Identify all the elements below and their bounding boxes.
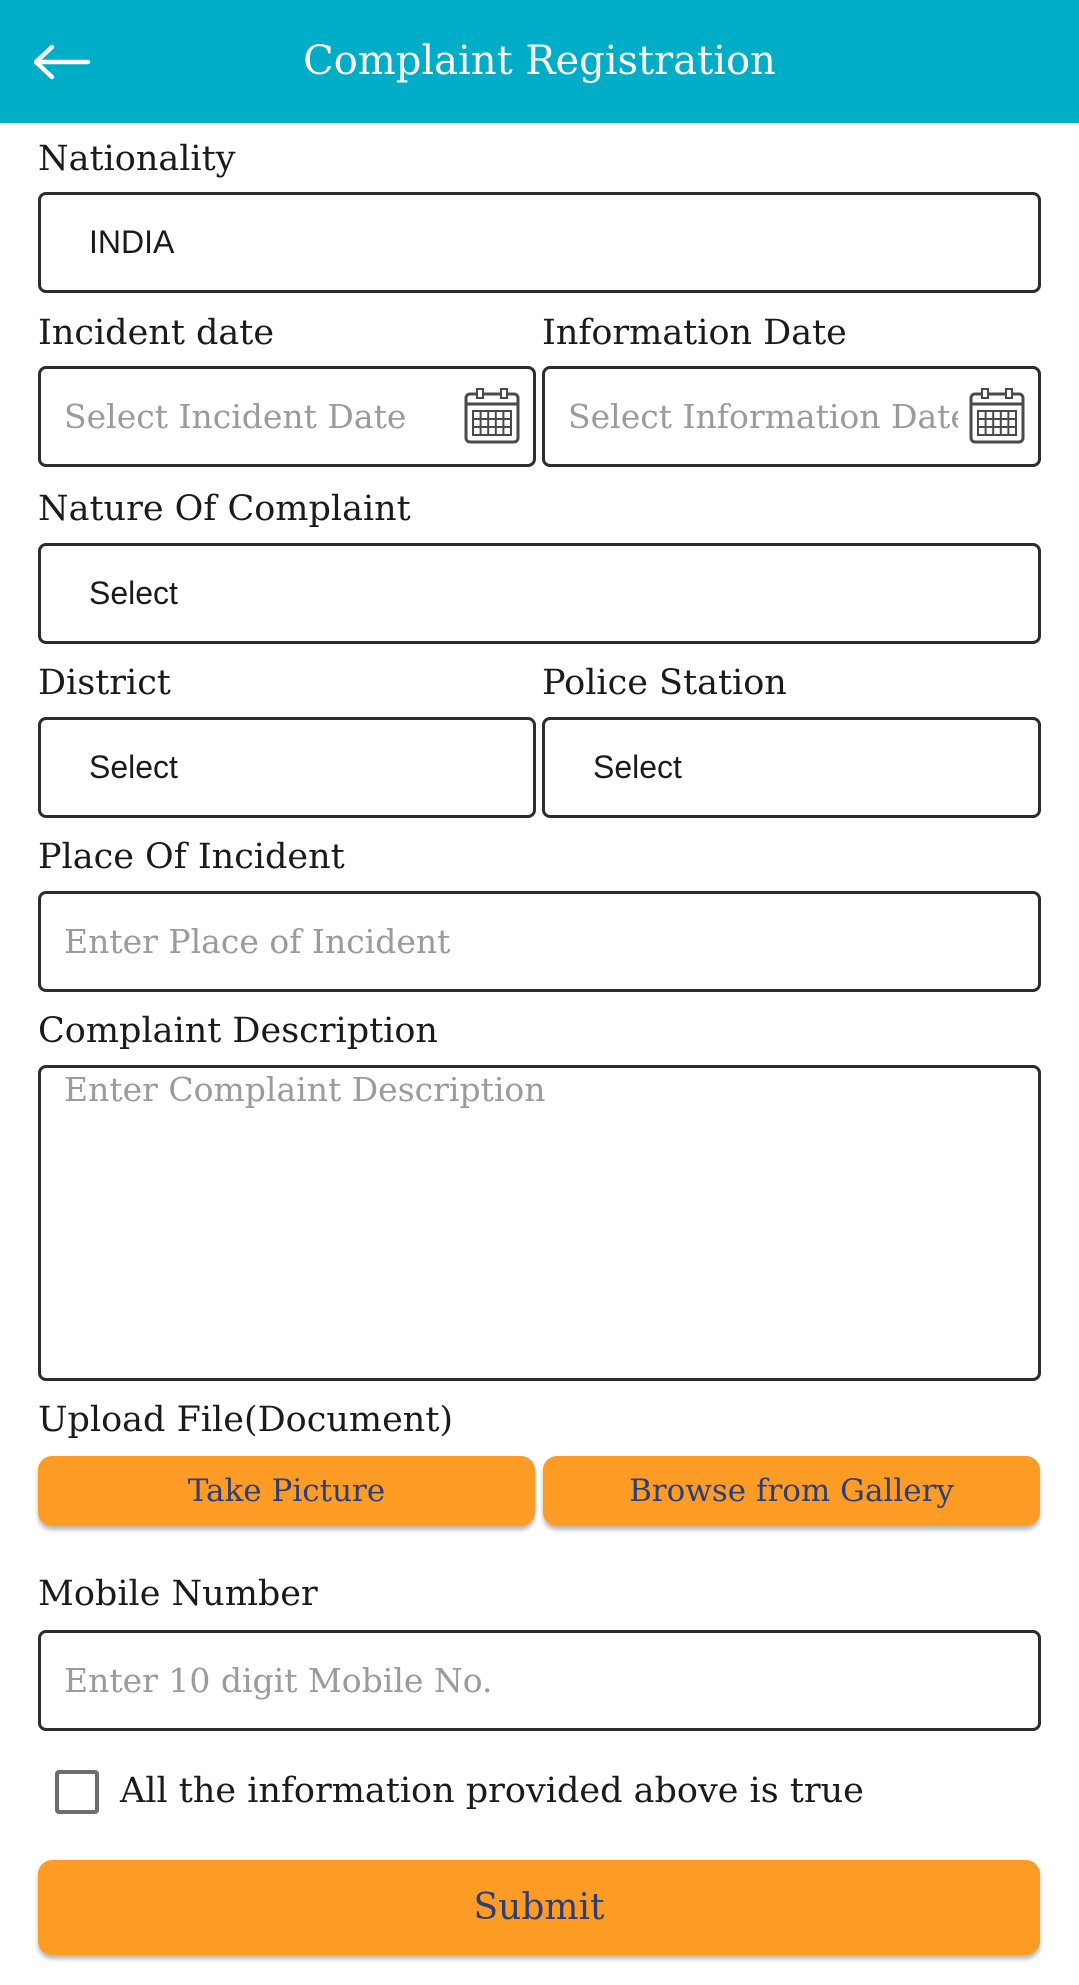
declaration-checkbox[interactable] (55, 1770, 99, 1814)
nationality-value: INDIA (89, 224, 175, 260)
incident-date-input[interactable] (41, 369, 533, 464)
nature-of-complaint-label: Nature Of Complaint (38, 489, 411, 529)
calendar-icon[interactable] (968, 387, 1026, 445)
nationality-label: Nationality (38, 139, 236, 179)
submit-button[interactable]: Submit (38, 1860, 1040, 1955)
place-of-incident-field[interactable] (38, 891, 1041, 992)
nationality-field[interactable] (38, 192, 1041, 293)
complaint-description-field[interactable] (38, 1065, 1041, 1381)
police-station-select[interactable] (542, 717, 1041, 818)
incident-date-field[interactable] (38, 366, 536, 467)
nature-of-complaint-value: Select (89, 575, 178, 611)
calendar-icon[interactable] (463, 387, 521, 445)
complaint-description-input[interactable] (41, 1068, 1038, 1378)
place-of-incident-label: Place Of Incident (38, 837, 345, 877)
information-date-input[interactable] (545, 369, 1038, 464)
place-of-incident-input[interactable] (41, 894, 1038, 989)
upload-label: Upload File(Document) (38, 1400, 454, 1440)
declaration-label: All the information provided above is true (120, 1771, 864, 1811)
police-station-value: Select (593, 749, 682, 785)
mobile-number-input[interactable] (41, 1633, 1038, 1728)
district-select[interactable] (38, 717, 536, 818)
page-title: Complaint Registration (303, 38, 776, 84)
information-date-label: Information Date (542, 313, 847, 353)
incident-date-label: Incident date (38, 313, 275, 353)
district-value: Select (89, 749, 178, 785)
district-label: District (38, 663, 171, 703)
complaint-description-label: Complaint Description (38, 1011, 438, 1051)
mobile-number-label: Mobile Number (38, 1574, 318, 1614)
nature-of-complaint-select[interactable] (38, 543, 1041, 644)
police-station-label: Police Station (542, 663, 787, 703)
take-picture-button[interactable]: Take Picture (38, 1456, 535, 1526)
app-bar (0, 0, 1079, 123)
information-date-field[interactable] (542, 366, 1041, 467)
browse-gallery-button[interactable]: Browse from Gallery (543, 1456, 1040, 1526)
mobile-number-field[interactable] (38, 1630, 1041, 1731)
